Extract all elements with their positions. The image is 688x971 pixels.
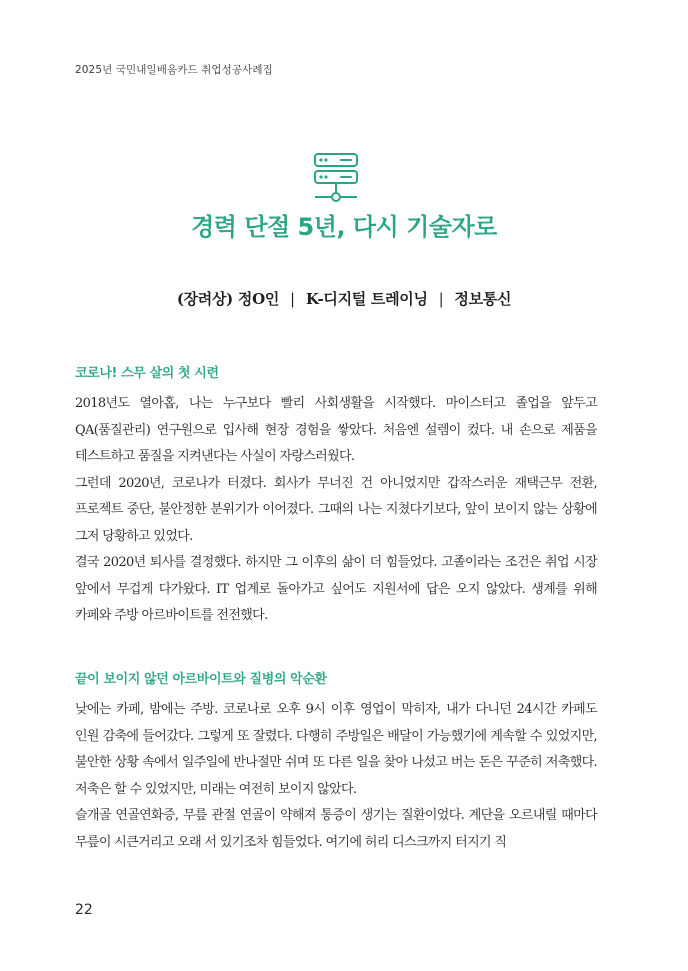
- byline-separator: |: [290, 290, 295, 308]
- section-covid: [75, 364, 597, 630]
- paragraph: 2018년도 열아홉, 나는 누구보다 빨리 사회생활을 시작했다. 마이스터고 졸업을 앞두고 QA(품질관리) 연구원으로 입사해 현장 경험을 쌓았다. 처음엔 설렘이 컸다. 내 손으로 제품을 테스트하고 품질을 지켜낸다는 사실이 자랑스러웠다.: [75, 396, 597, 464]
- paragraph: 슬개골 연골연화증, 무릎 관절 연골이 약해져 통증이 생기는 질환이었다. 계단을 오르내릴 때마다 무릎이 시큰거리고 오래 서 있기조차 힘들었다. 여기에 허리 디스크까지 터지기 직: [75, 808, 597, 850]
- section-heading: 코로나! 스무 살의 첫 시련: [75, 366, 219, 381]
- paragraph: 낮에는 카페, 밤에는 주방. 코로나로 오후 9시 이후 영업이 막히자, 내가 다니던 24시간 카페도 인원 감축에 들어갔다. 그렇게 또 잘렸다. 다행히 주방일은 배달이 가능했기에 계속할 수 있었지만, 불안한 상황 속에서 일주일에 반나절만 쉬며 또 다른 일을 찾아 나섰고 버는 돈은 꾸준히 저축했다. 저축은 할 수 있었지만, 미래는 여전히 보이지 않았다.: [75, 702, 597, 797]
- byline-separator: |: [438, 290, 444, 308]
- page-number: 22: [75, 902, 93, 918]
- server-rack-icon: [312, 152, 360, 204]
- paragraph: 결국 2020년 퇴사를 결정했다. 하지만 그 이후의 삶이 더 힘들었다. 고졸이라는 조건은 취업 시장 앞에서 무겁게 다가왔다. IT 업계로 돌아가고 싶어도 지원서에 답은 오지 않았다. 생계를 위해 카페와 주방 아르바이트를 전전했다.: [75, 555, 597, 623]
- section-heading: 끝이 보이지 않던 아르바이트와 질병의 악순환: [75, 672, 327, 687]
- byline-award: (장려상) 정O인: [176, 290, 280, 308]
- story-title: 경력 단절 5년, 다시 기술자로: [191, 213, 497, 241]
- paragraph: 그런데 2020년, 코로나가 터졌다. 회사가 무너진 건 아니었지만 갑작스러운 재택근무 전환, 프로젝트 중단, 불안정한 분위기가 이어졌다. 그때의 나는 지쳤다기보다, 앞이 보이지 않는 상황에 그저 당황하고 있었다.: [75, 475, 597, 544]
- byline-field: 정보통신: [454, 290, 512, 308]
- byline: [0, 288, 688, 309]
- section-parttime-illness: [75, 670, 597, 856]
- byline-institution: K-디지털 트레이닝: [305, 290, 428, 308]
- running-header: 2025년 국민내일배움카드 취업성공사례집: [75, 64, 273, 76]
